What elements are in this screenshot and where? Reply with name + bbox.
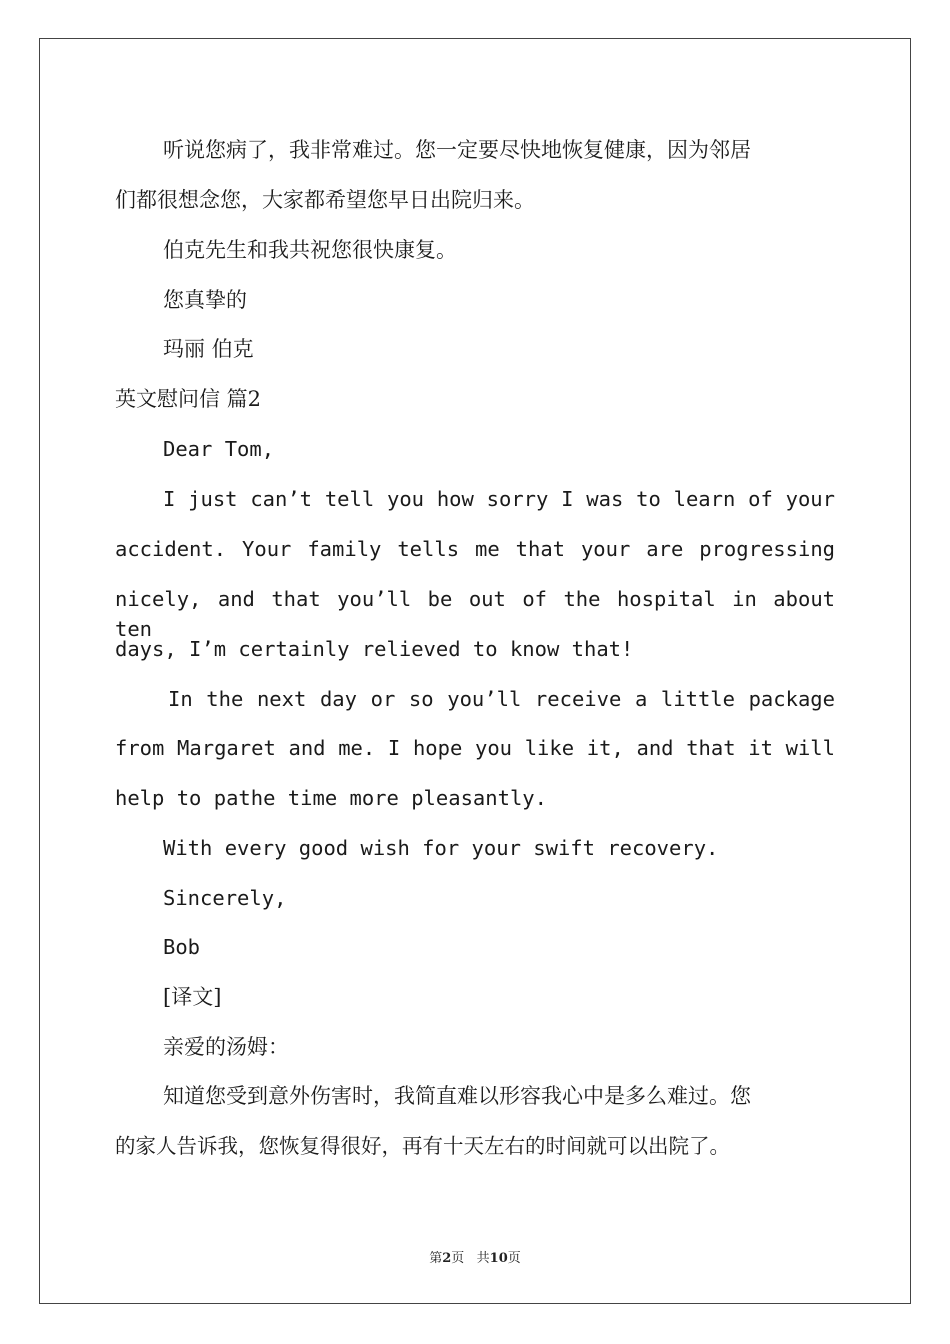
letter1-para1-line1: 听说您病了，我非常难过。您一定要尽快地恢复健康，因为邻居 — [163, 138, 751, 162]
letter2-wish: With every good wish for your swift recovery. — [163, 836, 719, 860]
footer-page-number: 2 — [442, 1251, 452, 1266]
letter1-signature: 玛丽 伯克 — [163, 337, 254, 361]
footer-prefix: 第 — [429, 1251, 443, 1266]
page-footer — [0, 1247, 950, 1266]
letter2-para1-line3: nicely, and that you’ll be out of the hospital in about ten — [115, 587, 835, 641]
letter2-para2-line2: from Margaret and me. I hope you like it, and that it will — [115, 736, 835, 760]
letter2-para2-line1: In the next day or so you’ll receive a little package — [168, 687, 835, 711]
footer-total-pages: 10 — [489, 1251, 508, 1266]
section-heading: 英文慰问信 篇2 — [115, 387, 262, 411]
letter1-para1-line2: 们都很想念您，大家都希望您早日出院归来。 — [115, 188, 535, 212]
translation-greeting: 亲爱的汤姆： — [163, 1035, 289, 1059]
translation-para1-line2: 的家人告诉我，您恢复得很好，再有十天左右的时间就可以出院了。 — [115, 1134, 730, 1158]
letter2-para1-line4: days, I’m certainly relieved to know that! — [115, 637, 634, 661]
footer-mid: 页 共 — [451, 1251, 490, 1266]
letter2-closing: Sincerely, — [163, 886, 287, 910]
letter2-signature: Bob — [163, 935, 201, 959]
letter2-greeting: Dear Tom, — [163, 437, 275, 461]
letter2-para1-line2: accident. Your family tells me that your are progressing — [115, 537, 835, 561]
letter1-closing: 您真挚的 — [163, 288, 247, 312]
translation-para1-line1: 知道您受到意外伤害时，我简直难以形容我心中是多么难过。您 — [163, 1084, 751, 1108]
footer-suffix: 页 — [507, 1251, 521, 1266]
letter2-para2-line3: help to pathe time more pleasantly. — [115, 786, 547, 810]
page-frame — [39, 38, 911, 1304]
translation-label: [译文] — [163, 985, 222, 1009]
letter1-para2: 伯克先生和我共祝您很快康复。 — [163, 238, 457, 262]
letter2-para1-line1: I just can’t tell you how sorry I was to learn of your — [163, 487, 835, 511]
